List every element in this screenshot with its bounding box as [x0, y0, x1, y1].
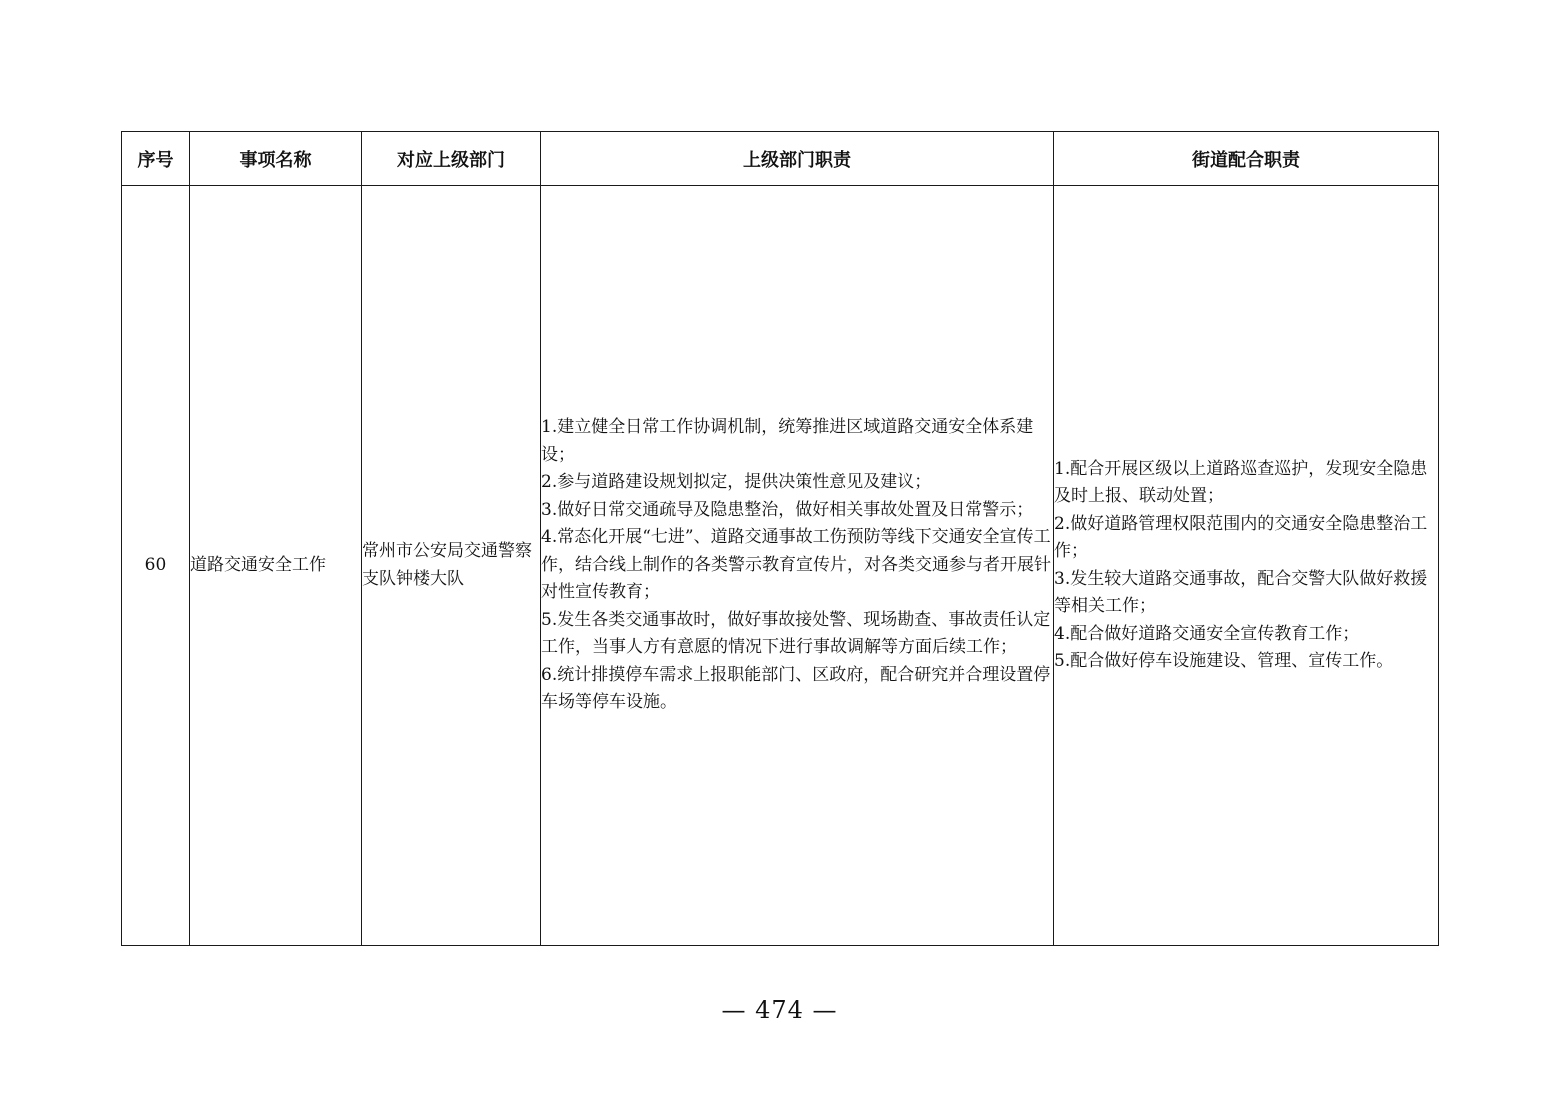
duty-item: 3.做好日常交通疏导及隐患整治，做好相关事故处置及日常警示； — [541, 499, 1034, 520]
cell-item-name: 道路交通安全工作 — [190, 186, 362, 946]
duty-item: 2.参与道路建设规划拟定，提供决策性意见及建议； — [541, 472, 932, 493]
cell-street-cooperation — [1054, 186, 1439, 946]
cell-dept-duties — [541, 186, 1054, 946]
duty-item: 1.建立健全日常工作协调机制，统筹推进区域道路交通安全体系建设； — [541, 417, 1034, 465]
header-item-name: 事项名称 — [190, 132, 362, 186]
cooperation-item: 1.配合开展区级以上道路巡查巡护，发现安全隐患及时上报、联动处置； — [1054, 458, 1428, 506]
cell-seq: 60 — [122, 186, 190, 946]
duty-item: 5.发生各类交通事故时，做好事故接处警、现场勘查、事故责任认定工作，当事人方有意愿的情况下进行事故调解等方面后续工作； — [541, 609, 1051, 658]
duty-item: 4.常态化开展“七进”、道路交通事故工伤预防等线下交通安全宣传工作，结合线上制作的各类警示教育宣传片，对各类交通参与者开展针对性宣传教育； — [541, 527, 1051, 603]
header-row — [122, 132, 1439, 186]
header-dept: 对应上级部门 — [362, 132, 541, 186]
cooperation-item: 3.发生较大道路交通事故，配合交警大队做好救援等相关工作； — [1054, 568, 1428, 616]
header-street-cooperation: 街道配合职责 — [1054, 132, 1439, 186]
cooperation-item: 2.做好道路管理权限范围内的交通安全隐患整治工作； — [1054, 513, 1428, 561]
duty-item: 6.统计排摸停车需求上报职能部门、区政府，配合研究并合理设置停车场等停车设施。 — [541, 664, 1051, 713]
page-number: — 474 — — [721, 996, 838, 1024]
table-row — [122, 186, 1439, 946]
duty-table — [121, 131, 1439, 946]
cell-dept: 常州市公安局交通警察支队钟楼大队 — [362, 186, 541, 946]
cooperation-item: 4.配合做好道路交通安全宣传教育工作； — [1054, 623, 1360, 644]
cooperation-item: 5.配合做好停车设施建设、管理、宣传工作。 — [1054, 651, 1394, 671]
header-dept-duties: 上级部门职责 — [541, 132, 1054, 186]
header-seq: 序号 — [122, 132, 190, 186]
